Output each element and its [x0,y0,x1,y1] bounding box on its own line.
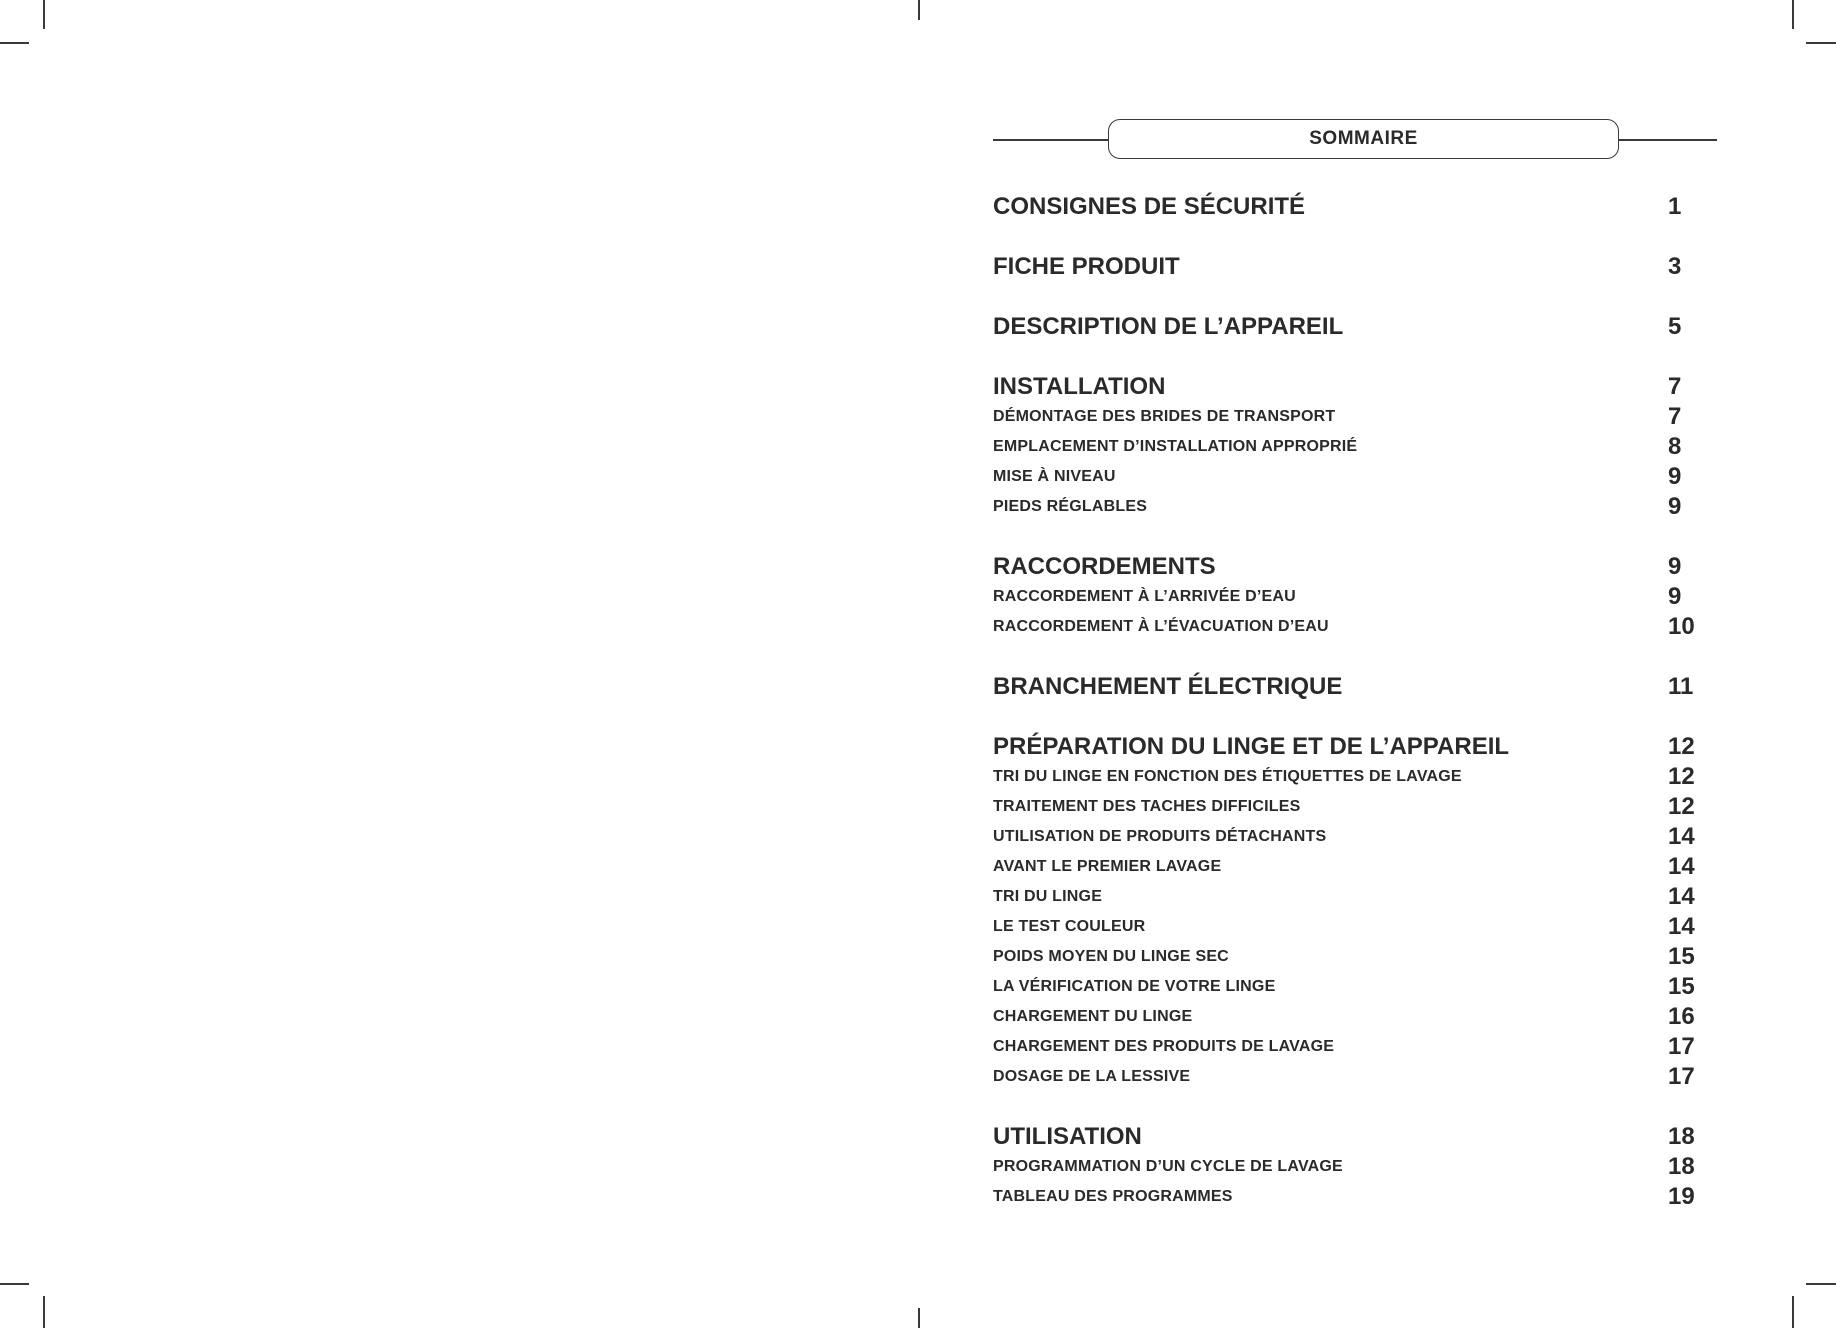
crop-mark [1806,1283,1836,1285]
toc-page-number: 12 [1668,733,1695,760]
toc-page-number: 9 [1668,583,1682,610]
toc-label: TRI DU LINGE [993,888,1103,905]
toc-page-number: 7 [1668,403,1682,430]
toc-page-number: 16 [1668,1003,1695,1030]
crop-mark [0,42,29,44]
toc-page-number: 18 [1668,1153,1695,1180]
crop-mark [1792,1296,1794,1328]
toc-label: DÉMONTAGE DES BRIDES DE TRANSPORT [993,408,1336,425]
toc-label: TRI DU LINGE EN FONCTION DES ÉTIQUETTES DE LAVAGE [993,768,1462,785]
toc-page-number: 15 [1668,943,1695,970]
crop-mark [918,0,920,20]
toc-label: PRÉPARATION DU LINGE ET DE L’APPAREIL [993,733,1510,760]
toc-label: BRANCHEMENT ÉLECTRIQUE [993,673,1343,700]
toc-label: POIDS MOYEN DU LINGE SEC [993,948,1229,965]
toc-label: RACCORDEMENT À L’ARRIVÉE D’EAU [993,588,1296,605]
toc-page-number: 17 [1668,1063,1695,1090]
toc-label: CONSIGNES DE SÉCURITÉ [993,193,1306,220]
toc-label: DESCRIPTION DE L’APPAREIL [993,313,1344,340]
toc-page-number: 3 [1668,253,1682,280]
crop-mark [43,1296,45,1328]
page-title: SOMMAIRE [1309,128,1418,149]
toc-page-number: 10 [1668,613,1695,640]
header-rule-right [1618,139,1717,141]
toc-page-number: 12 [1668,793,1695,820]
toc-page-number: 5 [1668,313,1682,340]
toc-label: PROGRAMMATION D’UN CYCLE DE LAVAGE [993,1158,1343,1175]
toc-page-number: 9 [1668,463,1682,490]
header-rule-left [993,139,1109,141]
toc-label: RACCORDEMENT À L’ÉVACUATION D’EAU [993,618,1329,635]
toc-page-number: 14 [1668,823,1695,850]
toc-label: DOSAGE DE LA LESSIVE [993,1068,1191,1085]
toc-page-number: 19 [1668,1183,1695,1210]
header-title-box [1108,119,1619,159]
toc-label: UTILISATION DE PRODUITS DÉTACHANTS [993,828,1327,845]
toc-label: AVANT LE PREMIER LAVAGE [993,858,1222,875]
crop-mark [918,1308,920,1328]
crop-mark [1792,0,1794,29]
toc-label: LE TEST COULEUR [993,918,1146,935]
toc-label: EMPLACEMENT D’INSTALLATION APPROPRIÉ [993,438,1358,455]
toc-page-number: 11 [1668,673,1694,700]
toc-page-number: 8 [1668,433,1682,460]
toc-page-number: 17 [1668,1033,1695,1060]
toc-page-number: 1 [1668,193,1682,220]
toc-page-number: 7 [1668,373,1682,400]
toc-label: MISE À NIVEAU [993,468,1116,485]
toc-page-number: 14 [1668,853,1695,880]
toc-label: TRAITEMENT DES TACHES DIFFICILES [993,798,1301,815]
crop-mark [0,1283,29,1285]
toc-page-number: 14 [1668,883,1695,910]
toc-label: RACCORDEMENTS [993,553,1216,580]
toc-label: TABLEAU DES PROGRAMMES [993,1188,1233,1205]
toc-label: LA VÉRIFICATION DE VOTRE LINGE [993,978,1276,995]
toc-page-number: 9 [1668,493,1682,520]
crop-mark [43,0,45,29]
toc-label: CHARGEMENT DU LINGE [993,1008,1193,1025]
toc-page-number: 14 [1668,913,1695,940]
toc-page-number: 18 [1668,1123,1695,1150]
toc-label: INSTALLATION [993,373,1166,400]
toc-label: CHARGEMENT DES PRODUITS DE LAVAGE [993,1038,1335,1055]
toc-label: UTILISATION [993,1123,1142,1150]
toc-page-number: 12 [1668,763,1695,790]
toc-label: PIEDS RÉGLABLES [993,498,1148,515]
toc-label: FICHE PRODUIT [993,253,1180,280]
toc-page-number: 9 [1668,553,1682,580]
crop-mark [1806,42,1836,44]
toc-page-number: 15 [1668,973,1695,1000]
